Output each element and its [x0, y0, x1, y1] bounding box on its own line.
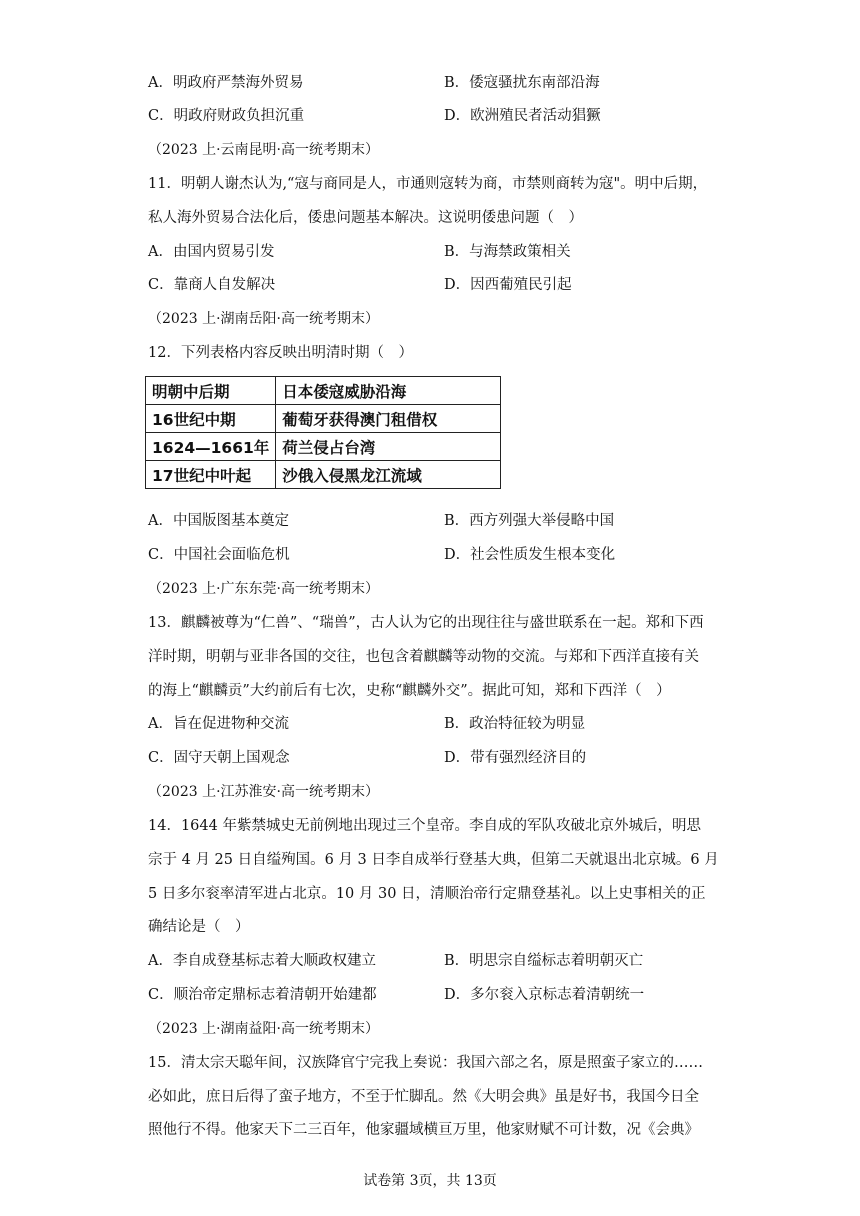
- q12-source: （2023 上·湖南岳阳·高一统考期末）: [148, 311, 379, 327]
- page-footer: 试卷第 3页，共 13页: [363, 1173, 497, 1189]
- table-cell: 1624—1661年: [146, 433, 276, 461]
- table-cell: 明朝中后期: [146, 377, 276, 405]
- q14-stem-line2: 宗于 4 月 25 日自缢殉国。6 月 3 日李自成举行登基大典，但第二天就退出北京城。6 月: [148, 852, 719, 868]
- q15-stem-line2: 必如此，庶日后得了蛮子地方，不至于忙脚乱。然《大明会典》虽是好书，我国今日全: [148, 1089, 699, 1105]
- q11-source: （2023 上·云南昆明·高一统考期末）: [148, 142, 379, 158]
- q13-option-b: B．政治特征较为明显: [444, 716, 586, 732]
- table-cell: 日本倭寇威胁沿海: [276, 377, 501, 405]
- q12-option-b: B．西方列强大举侵略中国: [444, 513, 615, 529]
- q12-stem-line1: 12．下列表格内容反映出明清时期（ ）: [148, 345, 413, 361]
- table-row: [146, 377, 501, 405]
- q11-stem-line1: 11．明朝人谢杰认为,“寇与商同是人，市通则寇转为商，市禁则商转为寇"。明中后期，: [148, 176, 708, 192]
- q11-option-d: D．因西葡殖民引起: [444, 277, 572, 293]
- q10-option-d: D．欧洲殖民者活动猖獗: [444, 108, 601, 124]
- q14-stem-line1: 14．1644 年紫禁城史无前例地出现过三个皇帝。李自成的军队攻破北京外城后，明思: [148, 818, 701, 834]
- q13-stem-line1: 13．麒麟被尊为“仁兽”、“瑞兽”，古人认为它的出现往往与盛世联系在一起。郑和下西: [148, 615, 704, 631]
- table-cell: 葡萄牙获得澳门租借权: [276, 405, 501, 433]
- q15-stem-line1: 15．清太宗天聪年间，汉族降官宁完我上奏说：我国六部之名，原是照蛮子家立的……: [148, 1055, 703, 1071]
- table-row: [146, 433, 501, 461]
- table-cell: 17世纪中叶起: [146, 461, 276, 489]
- table-row: [146, 405, 501, 433]
- q13-stem-line3: 的海上“麒麟贡”大约前后有七次，史称“麒麟外交”。据此可知，郑和下西洋（ ）: [148, 683, 671, 699]
- q13-option-c: C．固守天朝上国观念: [148, 750, 290, 766]
- q14-option-b: B．明思宗自缢标志着明朝灭亡: [444, 953, 644, 969]
- q11-option-b: B．与海禁政策相关: [444, 244, 571, 260]
- q14-source: （2023 上·江苏淮安·高一统考期末）: [148, 784, 379, 800]
- q12-option-a: A．中国版图基本奠定: [148, 513, 289, 529]
- q11-stem-line2: 私人海外贸易合法化后，倭患问题基本解决。这说明倭患问题（ ）: [148, 210, 583, 226]
- table-row: [146, 461, 501, 489]
- q10-option-b: B．倭寇骚扰东南部沿海: [444, 75, 600, 91]
- table-cell: 荷兰侵占台湾: [276, 433, 501, 461]
- q13-option-a: A．旨在促进物种交流: [148, 716, 289, 732]
- q14-option-a: A．李自成登基标志着大顺政权建立: [148, 953, 376, 969]
- q14-option-d: D．多尔衮入京标志着清朝统一: [444, 987, 645, 1003]
- q15-stem-line3: 照他行不得。他家天下二三百年，他家疆域横亘万里，他家财赋不可计数，况《会典》: [148, 1122, 699, 1138]
- q12-table: [145, 376, 501, 489]
- q10-option-a: A．明政府严禁海外贸易: [148, 75, 304, 91]
- q13-option-d: D．带有强烈经济目的: [444, 750, 587, 766]
- q12-option-c: C．中国社会面临危机: [148, 547, 290, 563]
- q14-option-c: C．顺治帝定鼎标志着清朝开始建都: [148, 987, 377, 1003]
- q14-stem-line4: 确结论是（ ）: [148, 919, 250, 935]
- q11-option-c: C．靠商人自发解决: [148, 277, 276, 293]
- table-cell: 沙俄入侵黑龙江流域: [276, 461, 501, 489]
- q11-option-a: A．由国内贸易引发: [148, 244, 275, 260]
- q14-stem-line3: 5 日多尔衮率清军进占北京。10 月 30 日，清顺治帝行定鼎登基礼。以上史事相关的正: [148, 886, 706, 902]
- q15-source: （2023 上·湖南益阳·高一统考期末）: [148, 1021, 379, 1037]
- q13-source: （2023 上·广东东莞·高一统考期末）: [148, 581, 379, 597]
- table-cell: 16世纪中期: [146, 405, 276, 433]
- q10-option-c: C．明政府财政负担沉重: [148, 108, 305, 124]
- q12-option-d: D．社会性质发生根本变化: [444, 547, 616, 563]
- q13-stem-line2: 洋时期，明朝与亚非各国的交往，也包含着麒麟等动物的交流。与郑和下西洋直接有关: [148, 649, 699, 665]
